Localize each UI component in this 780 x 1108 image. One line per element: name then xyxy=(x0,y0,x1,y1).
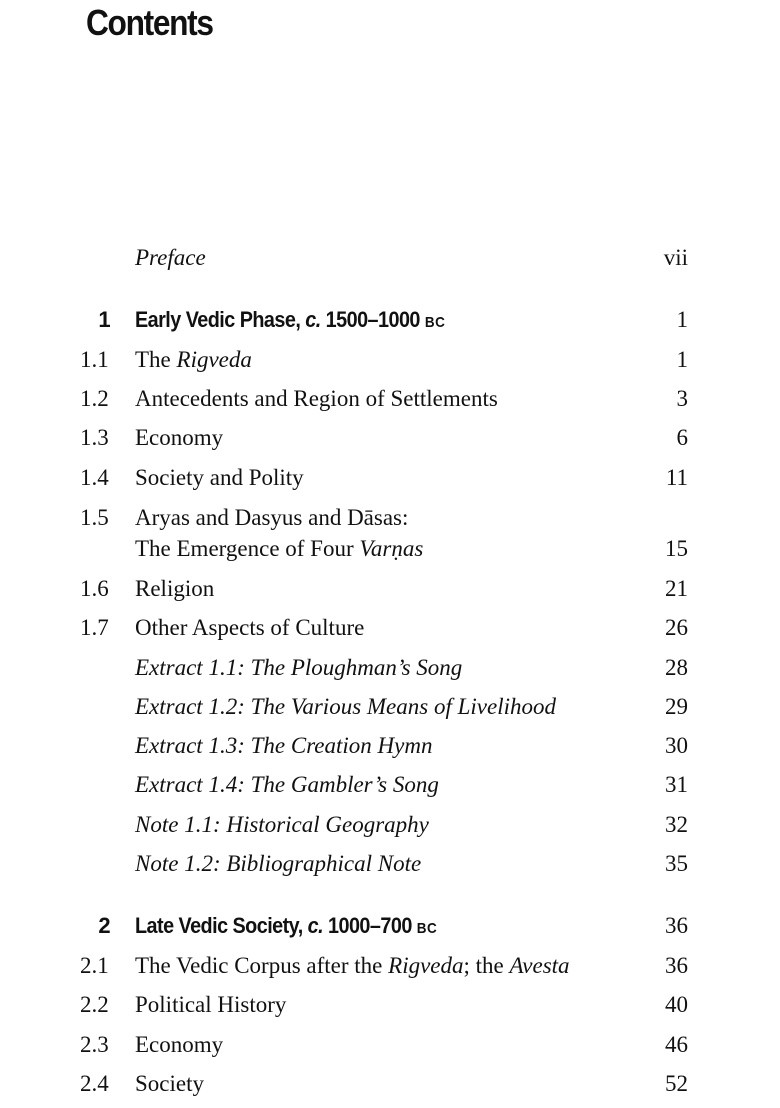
section-number: 2.4 xyxy=(80,1071,109,1096)
section-number: 1.7 xyxy=(80,615,109,640)
toc-preface[interactable] xyxy=(0,242,780,274)
toc-page-number: 30 xyxy=(665,733,688,758)
section-title: Antecedents and Region of Settlements xyxy=(135,386,498,411)
section-number: 1.6 xyxy=(80,576,109,601)
toc-extract-1-3[interactable] xyxy=(0,730,780,762)
toc-page-number: 6 xyxy=(676,425,688,450)
toc-page-number: 31 xyxy=(665,772,688,797)
page-title: Contents xyxy=(86,2,213,43)
section-title: Economy xyxy=(135,425,224,450)
toc-entry-title: Preface xyxy=(135,245,206,270)
section-number: 2.3 xyxy=(80,1032,109,1057)
section-title: Religion xyxy=(135,576,215,601)
toc-section-1-5-cont[interactable] xyxy=(0,533,780,565)
section-title: Economy xyxy=(135,1032,224,1057)
toc-section-1-3[interactable] xyxy=(0,422,780,454)
toc-page-number: 52 xyxy=(665,1071,688,1096)
chapter-title: Late Vedic Society, c. 1000–700 BC xyxy=(135,913,438,938)
section-number: 2.1 xyxy=(80,953,109,978)
extract-title: Extract 1.2: The Various Means of Livelihood xyxy=(135,694,556,719)
section-title-line-1: Aryas and Dasyus and Dāsas: xyxy=(135,505,409,530)
toc-page-number: 11 xyxy=(665,465,688,490)
toc-extract-1-2[interactable] xyxy=(0,691,780,723)
chapter-number: 2 xyxy=(98,913,110,938)
extract-title: Extract 1.3: The Creation Hymn xyxy=(135,733,433,758)
toc-section-1-7[interactable] xyxy=(0,612,780,644)
toc-extract-1-1[interactable] xyxy=(0,652,780,684)
section-number: 1.4 xyxy=(80,465,109,490)
toc-page-number: 46 xyxy=(665,1032,688,1057)
section-title: Society xyxy=(135,1071,204,1096)
toc-page-number: 21 xyxy=(665,576,688,601)
section-number: 1.1 xyxy=(80,347,109,372)
toc-section-2-3[interactable] xyxy=(0,1029,780,1061)
section-title: The Vedic Corpus after the Rigveda; the Avesta xyxy=(135,953,570,978)
toc-page-number: 3 xyxy=(676,386,688,411)
extract-title: Extract 1.4: The Gambler’s Song xyxy=(135,772,439,797)
section-title-line-2: The Emergence of Four Varṇas xyxy=(135,536,424,561)
toc-page-number: 32 xyxy=(665,812,688,837)
toc-section-1-2[interactable] xyxy=(0,383,780,415)
section-number: 1.3 xyxy=(80,425,109,450)
note-title: Note 1.2: Bibliographical Note xyxy=(135,851,422,876)
toc-page-number: 1 xyxy=(676,307,688,332)
toc-chapter-2[interactable] xyxy=(0,910,780,942)
toc-chapter-1[interactable] xyxy=(0,304,780,336)
section-number: 1.2 xyxy=(80,386,109,411)
toc-page-number: 35 xyxy=(665,851,688,876)
toc-page-number: 36 xyxy=(665,913,688,938)
section-title: Political History xyxy=(135,992,287,1017)
toc-page-number: 36 xyxy=(665,953,688,978)
toc-section-2-1[interactable] xyxy=(0,950,780,982)
section-title: Other Aspects of Culture xyxy=(135,615,365,640)
section-number: 1.5 xyxy=(80,505,109,530)
toc-note-1-2[interactable] xyxy=(0,848,780,880)
chapter-number: 1 xyxy=(98,307,110,332)
toc-section-2-2[interactable] xyxy=(0,989,780,1021)
toc-page-number: 29 xyxy=(665,694,688,719)
toc-section-1-4[interactable] xyxy=(0,462,780,494)
chapter-title: Early Vedic Phase, c. 1500–1000 BC xyxy=(135,307,446,332)
toc-section-1-6[interactable] xyxy=(0,573,780,605)
section-number: 2.2 xyxy=(80,992,109,1017)
toc-page-number: 28 xyxy=(665,655,688,680)
toc-note-1-1[interactable] xyxy=(0,809,780,841)
toc-section-2-4[interactable] xyxy=(0,1068,780,1100)
toc-section-1-5[interactable] xyxy=(0,502,780,534)
toc-page-number: 15 xyxy=(665,536,688,561)
section-title: Society and Polity xyxy=(135,465,304,490)
toc-page-number: 26 xyxy=(665,615,688,640)
extract-title: Extract 1.1: The Ploughman’s Song xyxy=(135,655,463,680)
section-title: The Rigveda xyxy=(135,347,252,372)
toc-page-number: vii xyxy=(663,245,688,270)
note-title: Note 1.1: Historical Geography xyxy=(135,812,429,837)
toc-page-number: 1 xyxy=(676,347,688,372)
toc-extract-1-4[interactable] xyxy=(0,769,780,801)
toc-section-1-1[interactable] xyxy=(0,344,780,376)
toc-page-number: 40 xyxy=(665,992,688,1017)
